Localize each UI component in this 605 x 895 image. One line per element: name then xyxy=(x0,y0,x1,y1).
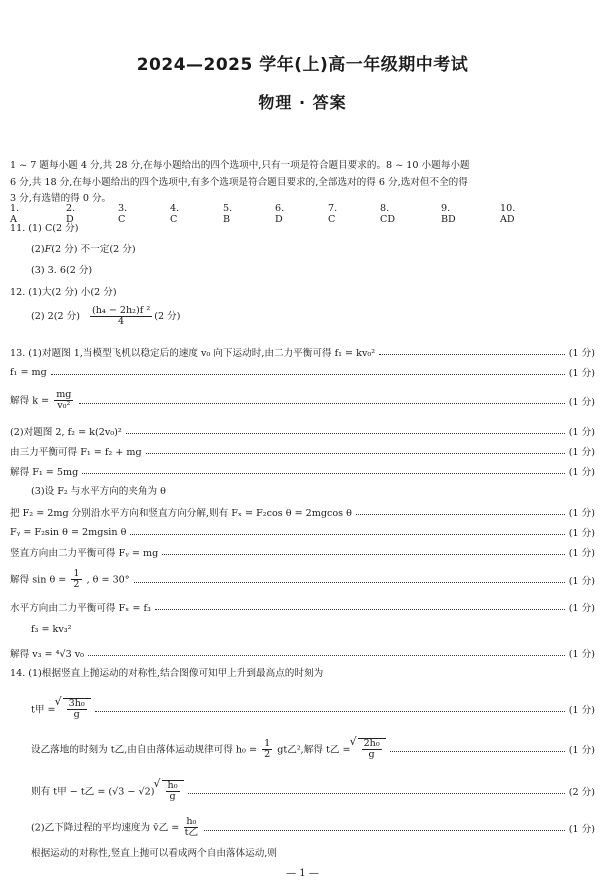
q11-part-text: (2 分) 不一定(2 分) xyxy=(51,244,136,255)
q13-l12-text: 水平方向由二力平衡可得 Fₓ = f₃ xyxy=(10,603,151,614)
q13-l11-prefix: 解得 sin θ = xyxy=(10,574,67,586)
q13-line-12 xyxy=(10,600,595,614)
leader-dots xyxy=(134,581,565,583)
q12-line-2 xyxy=(31,306,180,328)
q11-force-symbol: F xyxy=(44,244,52,255)
answer-7: 7. C xyxy=(328,203,338,225)
q11-line-3: (3) 3. 6(2 分) xyxy=(31,265,93,276)
q12-fraction-denominator: 4 xyxy=(118,316,125,328)
q13-line-11 xyxy=(10,570,595,590)
leader-dots xyxy=(51,373,565,375)
answer-6: 6. D xyxy=(275,203,285,225)
sqrt-expression xyxy=(162,780,184,803)
numerator: 1 xyxy=(264,737,271,749)
q14-line-4 xyxy=(10,779,595,803)
q13-line-9 xyxy=(10,525,595,539)
answer-4: 4. C xyxy=(170,203,180,225)
denominator: 2 xyxy=(264,748,271,760)
q14-line-3 xyxy=(10,737,595,761)
score: (1 分) xyxy=(568,649,595,660)
q13-l2-text: f₁ = mg xyxy=(10,366,47,378)
leader-dots xyxy=(379,353,565,355)
score: (1 分) xyxy=(568,397,595,408)
q13-line-1 xyxy=(10,345,595,359)
score: (1 分) xyxy=(568,824,595,835)
q13-l10-text: 竖直方向由二力平衡可得 Fᵧ = mg xyxy=(10,548,159,559)
numerator: √ 2h₀ xyxy=(363,737,380,749)
q13-sin-fraction xyxy=(71,569,81,591)
q14-l3-middle: gt乙²,解得 t乙 = xyxy=(277,744,351,755)
q13-l6-text: 解得 F₁ = 5mg xyxy=(10,467,79,478)
score: (1 分) xyxy=(568,576,595,587)
q14-l4-prefix: 则有 t甲 − t乙 = (√3 − √2) xyxy=(31,786,155,797)
sqrt-expression xyxy=(63,698,91,721)
q14-line-5 xyxy=(10,817,595,839)
leader-dots xyxy=(162,553,565,555)
numerator: √ h₀ xyxy=(167,779,178,791)
q14-l4-text xyxy=(10,780,184,803)
leader-dots xyxy=(155,608,565,610)
q13-l3-prefix: 解得 k = xyxy=(10,395,50,407)
q13-line-10 xyxy=(10,545,595,559)
denominator: g xyxy=(368,748,375,760)
score: (1 分) xyxy=(568,447,595,458)
score: (1 分) xyxy=(568,467,595,478)
q14-l2-prefix: t甲 = xyxy=(31,704,56,715)
q14-t-fraction xyxy=(67,699,87,721)
numerator: h₀ xyxy=(186,816,197,828)
page-number: — 1 — xyxy=(286,868,319,879)
leader-dots xyxy=(204,829,564,831)
q13-l1-text: 13. (1)对题图 1,当模型飞机以稳定后的速度 v₀ 向下运动时,由二力平衡可得 f₁ = kv₀² xyxy=(10,348,376,359)
denominator: v₀² xyxy=(57,400,71,412)
page-title: 2024—2025 学年(上)高一年级期中考试 xyxy=(136,55,469,75)
q14-l2-text xyxy=(10,698,91,721)
score: (1 分) xyxy=(568,745,595,756)
score: (1 分) xyxy=(568,705,595,716)
leader-dots xyxy=(188,792,565,794)
intro-line-3: 3 分,有选错的得 0 分。 xyxy=(10,193,112,204)
leader-dots xyxy=(130,533,564,535)
answer-10: 10. AD xyxy=(500,203,516,225)
q13-line-8 xyxy=(10,505,595,519)
score: (1 分) xyxy=(568,348,595,359)
numerator: √ 3h₀ xyxy=(68,697,85,709)
q11-line-1: 11. (1) C(2 分) xyxy=(10,223,79,234)
q13-line-3 xyxy=(10,391,595,411)
leader-dots xyxy=(356,513,565,515)
q11-line-2 xyxy=(31,245,136,255)
score: (2 分) xyxy=(568,787,595,798)
q13-l5-text: 由三力平衡可得 F₁ = f₂ + mg xyxy=(10,447,142,458)
q13-l4-text: (2)对题图 2, f₂ = k(2v₀)² xyxy=(10,427,122,438)
q13-l8-text: 把 F₂ = 2mg 分别沿水平方向和竖直方向分解,则有 Fₓ = F₂cos θ = 2mgcos θ xyxy=(10,508,352,519)
denominator: g xyxy=(169,790,176,802)
numerator: 1 xyxy=(73,568,80,580)
q12-fraction-numerator: (h₄ − 2h₂)f ² xyxy=(91,305,151,316)
q14-line-2 xyxy=(10,697,595,721)
answer-5: 5. B xyxy=(223,203,233,225)
leader-dots xyxy=(79,402,564,404)
score: (1 分) xyxy=(568,528,595,539)
q13-line-4 xyxy=(10,424,595,438)
q13-line-7: (3)设 F₂ 与水平方向的夹角为 θ xyxy=(31,486,166,497)
leader-dots xyxy=(126,432,565,434)
q14-half-fraction xyxy=(262,739,272,761)
q13-l3-text xyxy=(10,390,75,412)
q14-v-fraction xyxy=(184,817,198,839)
q12-part-label: (2) 2(2 分) xyxy=(31,311,80,322)
denominator: 2 xyxy=(73,579,80,591)
q13-line-13: f₃ = kv₃² xyxy=(31,624,72,635)
q14-line-6: 根据运动的对称性,竖直上抛可以看成两个自由落体运动,则 xyxy=(31,848,277,859)
score: (1 分) xyxy=(568,603,595,614)
q11-part-label: (2) xyxy=(31,244,45,255)
leader-dots xyxy=(390,750,565,752)
q13-line-6 xyxy=(10,464,595,478)
q12-score: (2 分) xyxy=(154,311,181,322)
q14-sqrt-fraction xyxy=(362,739,382,761)
numerator: mg xyxy=(56,389,72,401)
q14-l5-prefix: (2)乙下降过程的平均速度为 v̄乙 = xyxy=(31,822,180,834)
score: (1 分) xyxy=(568,368,595,379)
q13-l14-text: 解得 v₃ = ⁴√3 v₀ xyxy=(10,649,85,660)
denominator: g xyxy=(73,708,80,720)
q12-fraction xyxy=(90,306,152,328)
page-subtitle: 物理 · 答案 xyxy=(258,93,347,112)
answer-1: 1. A xyxy=(10,203,20,225)
q14-l5-text xyxy=(10,817,200,839)
intro-line-1: 1 ~ 7 题每小题 4 分,共 28 分,在每小题给出的四个选项中,只有一项是符合题目要求的。8 ~ 10 小题每小题 xyxy=(10,160,470,171)
q13-line-2 xyxy=(10,365,595,379)
leader-dots xyxy=(146,452,565,454)
answer-3: 3. C xyxy=(118,203,128,225)
answer-2: 2. D xyxy=(66,203,76,225)
intro-line-2: 6 分,共 18 分,在每小题给出的四个选项中,有多个选项是符合题目要求的,全部选对的得 6 分,选对但不全的得 xyxy=(10,177,468,188)
q13-l11-suffix: , θ = 30° xyxy=(86,574,130,586)
q13-l9-text: Fᵧ = F₂sin θ = 2mgsin θ xyxy=(10,526,127,538)
q14-l3-text xyxy=(10,738,386,761)
denominator: t乙 xyxy=(184,827,199,839)
leader-dots xyxy=(88,654,565,656)
leader-dots xyxy=(95,710,565,712)
score: (1 分) xyxy=(568,427,595,438)
sqrt-expression xyxy=(358,738,386,761)
q13-line-5 xyxy=(10,444,595,458)
q13-l11-text xyxy=(10,569,130,591)
q13-k-fraction xyxy=(54,390,73,412)
q14-line-1: 14. (1)根据竖直上抛运动的对称性,结合图像可知甲上升到最高点的时刻为 xyxy=(10,668,324,679)
answer-9: 9. BD xyxy=(441,203,456,225)
score: (1 分) xyxy=(568,548,595,559)
answer-8: 8. CD xyxy=(380,203,396,225)
q14-h-fraction xyxy=(166,781,180,803)
q14-l3-prefix: 设乙落地的时刻为 t乙,由自由落体运动规律可得 h₀ = xyxy=(31,744,257,755)
score: (1 分) xyxy=(568,508,595,519)
q13-line-14 xyxy=(10,646,595,660)
leader-dots xyxy=(82,472,565,474)
q12-line-1: 12. (1)大(2 分) 小(2 分) xyxy=(10,287,117,298)
